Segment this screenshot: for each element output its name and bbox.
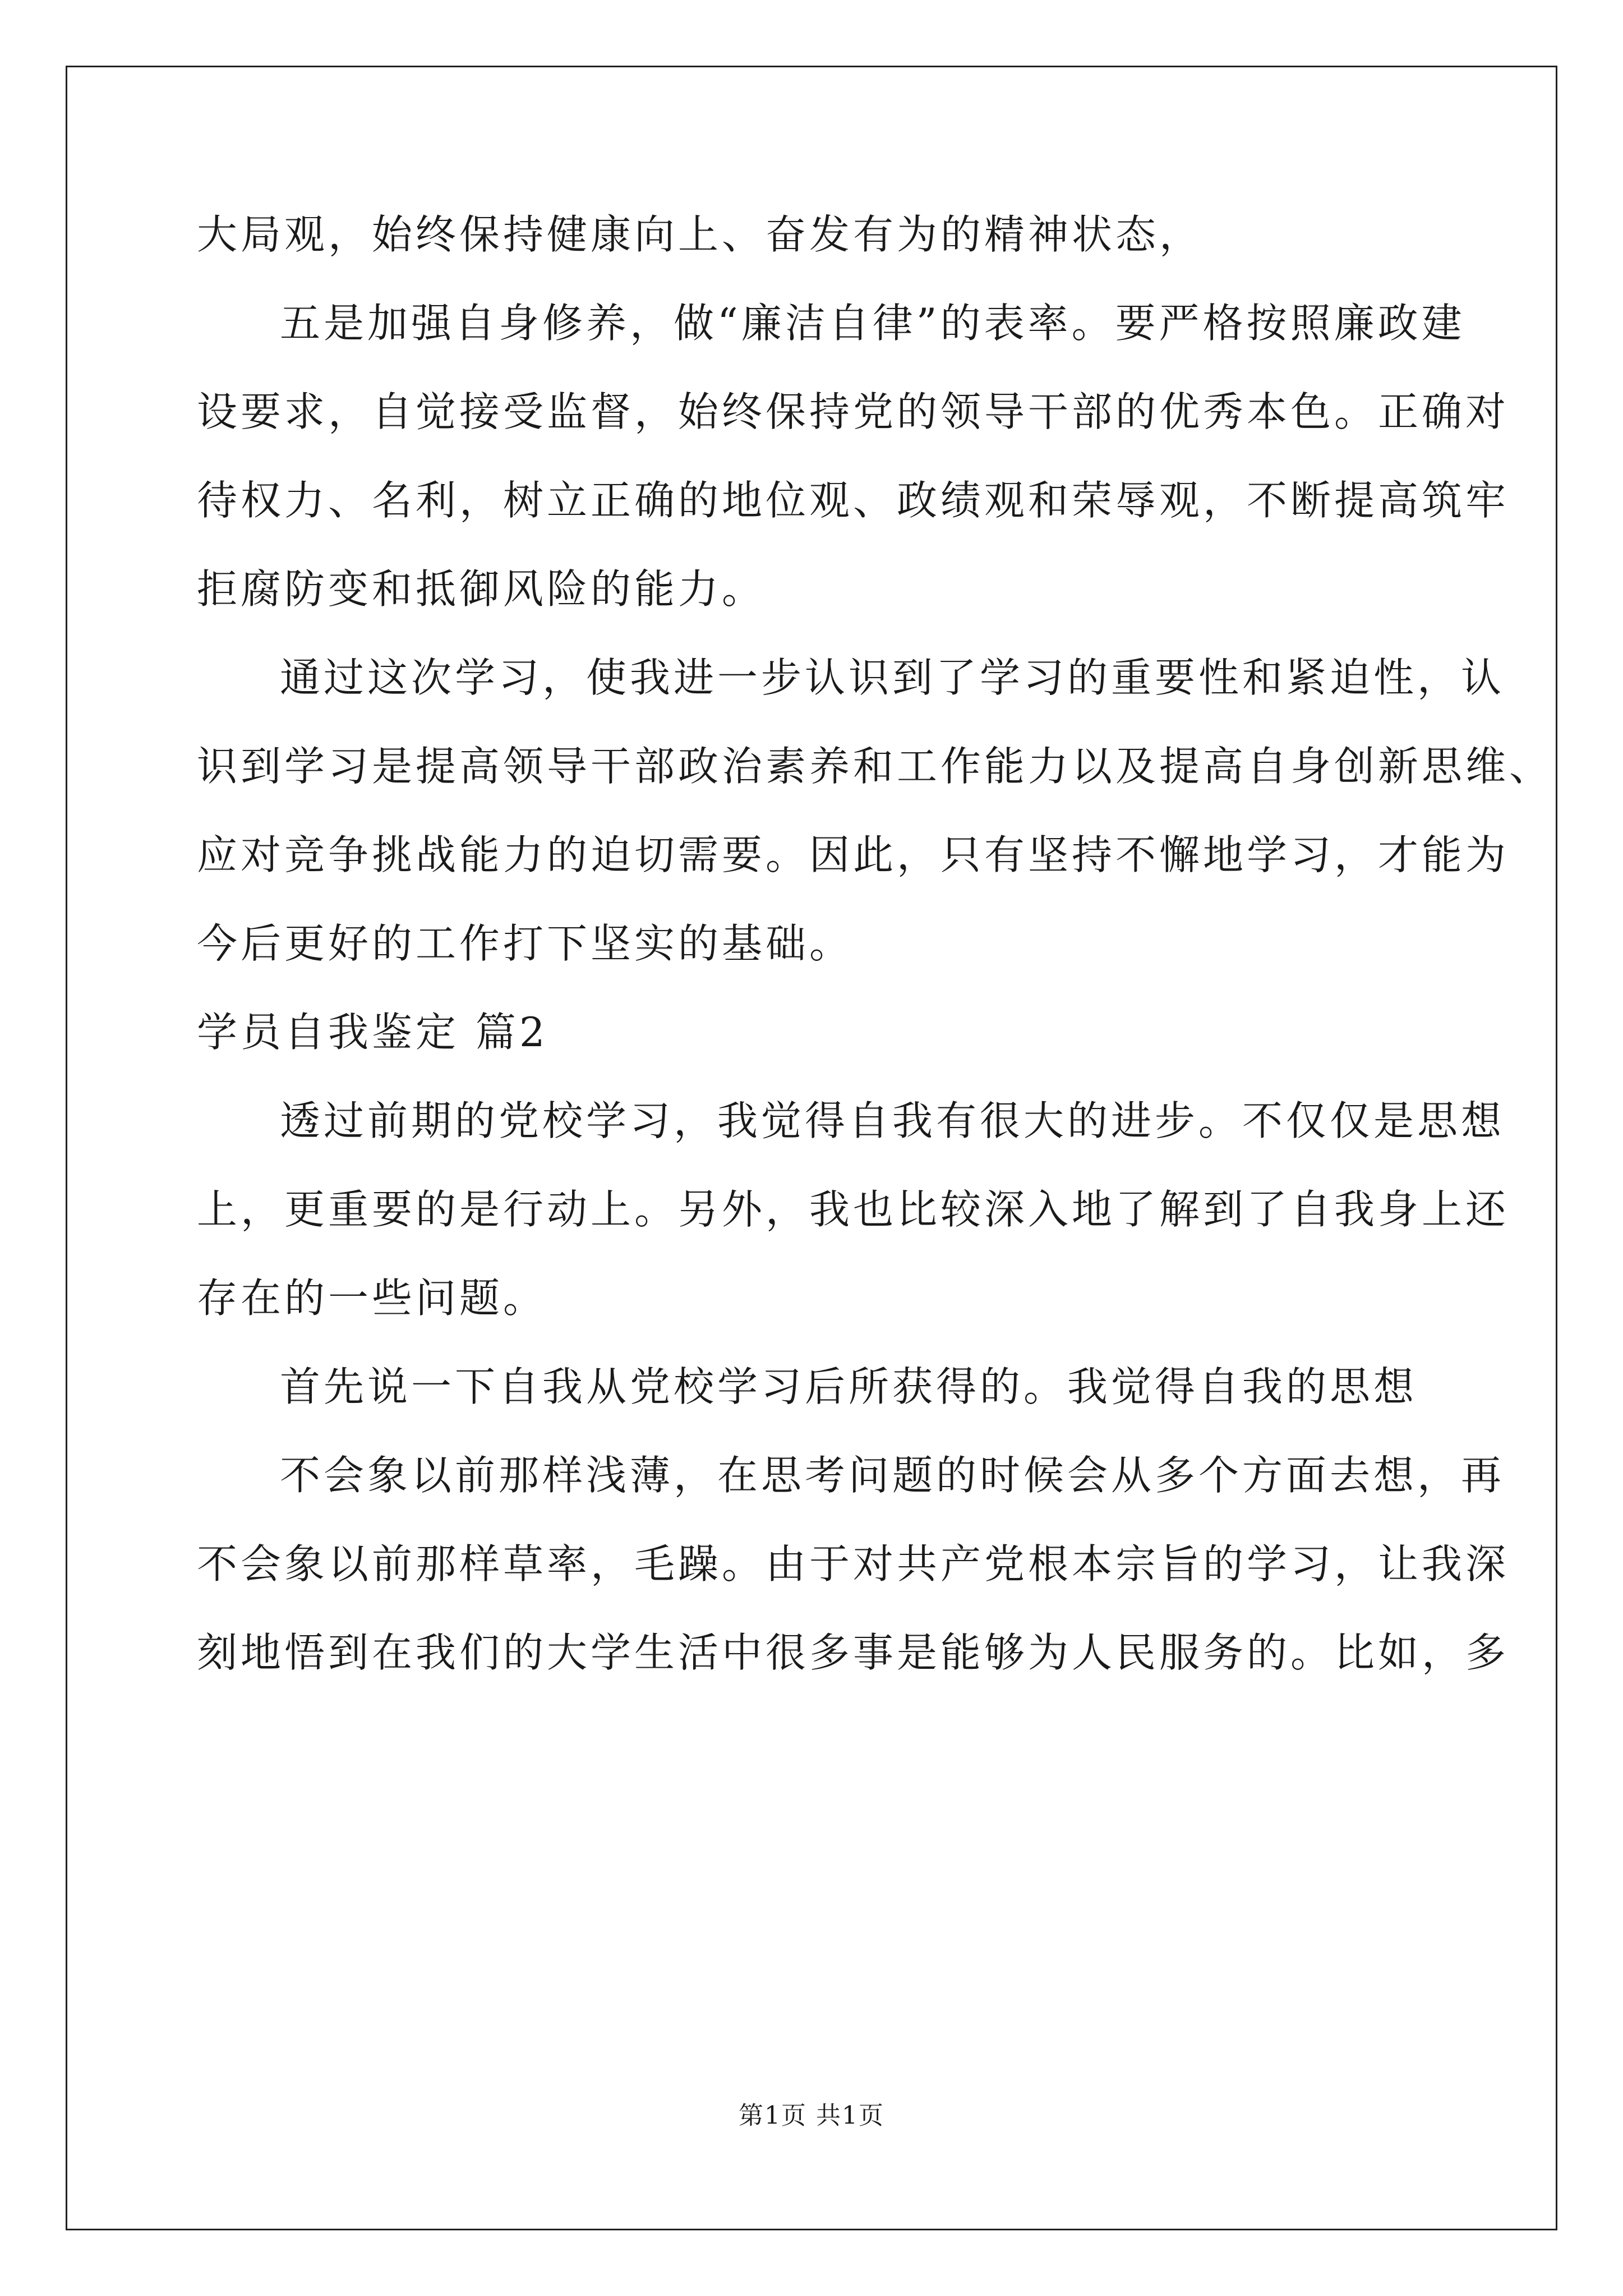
paragraph-line: 今后更好的工作打下坚实的基础。: [197, 920, 854, 967]
page-number-footer: 第1页 共1页: [739, 2101, 884, 2130]
paragraph-line: 通过这次学习，使我进一步认识到了学习的重要性和紧迫性，认: [280, 654, 1505, 701]
paragraph-line: 上，更重要的是行动上。另外，我也比较深入地了解到了自我身上还: [197, 1186, 1510, 1233]
paragraph-line: 首先说一下自我从党校学习后所获得的。我觉得自我的思想: [280, 1363, 1418, 1410]
paragraph-line: 透过前期的党校学习，我觉得自我有很大的进步。不仅仅是思想: [280, 1097, 1505, 1144]
paragraph-line: 设要求，自觉接受监督，始终保持党的领导干部的优秀本色。正确对: [197, 388, 1510, 435]
paragraph-line: 应对竞争挑战能力的迫切需要。因此，只有坚持不懈地学习，才能为: [197, 831, 1510, 878]
paragraph-line: 识到学习是提高领导干部政治素养和工作能力以及提高自身创新思维、: [197, 743, 1553, 790]
paragraph-line: 不会象以前那样浅薄，在思考问题的时候会从多个方面去想，再: [280, 1452, 1505, 1499]
paragraph-line: 待权力、名利，树立正确的地位观、政绩观和荣辱观，不断提高筑牢: [197, 477, 1510, 524]
paragraph-line: 刻地悟到在我们的大学生活中很多事是能够为人民服务的。比如，多: [197, 1629, 1510, 1676]
section-heading: 学员自我鉴定 篇2: [197, 1009, 548, 1056]
paragraph-line: 五是加强自身修养，做“廉洁自律”的表率。要严格按照廉政建: [280, 300, 1465, 347]
paragraph-line: 存在的一些问题。: [197, 1274, 547, 1322]
paragraph-line: 不会象以前那样草率，毛躁。由于对共产党根本宗旨的学习，让我深: [197, 1540, 1510, 1588]
paragraph-line: 大局观，始终保持健康向上、奋发有为的精神状态，: [197, 211, 1204, 258]
paragraph-line: 拒腐防变和抵御风险的能力。: [197, 565, 766, 613]
